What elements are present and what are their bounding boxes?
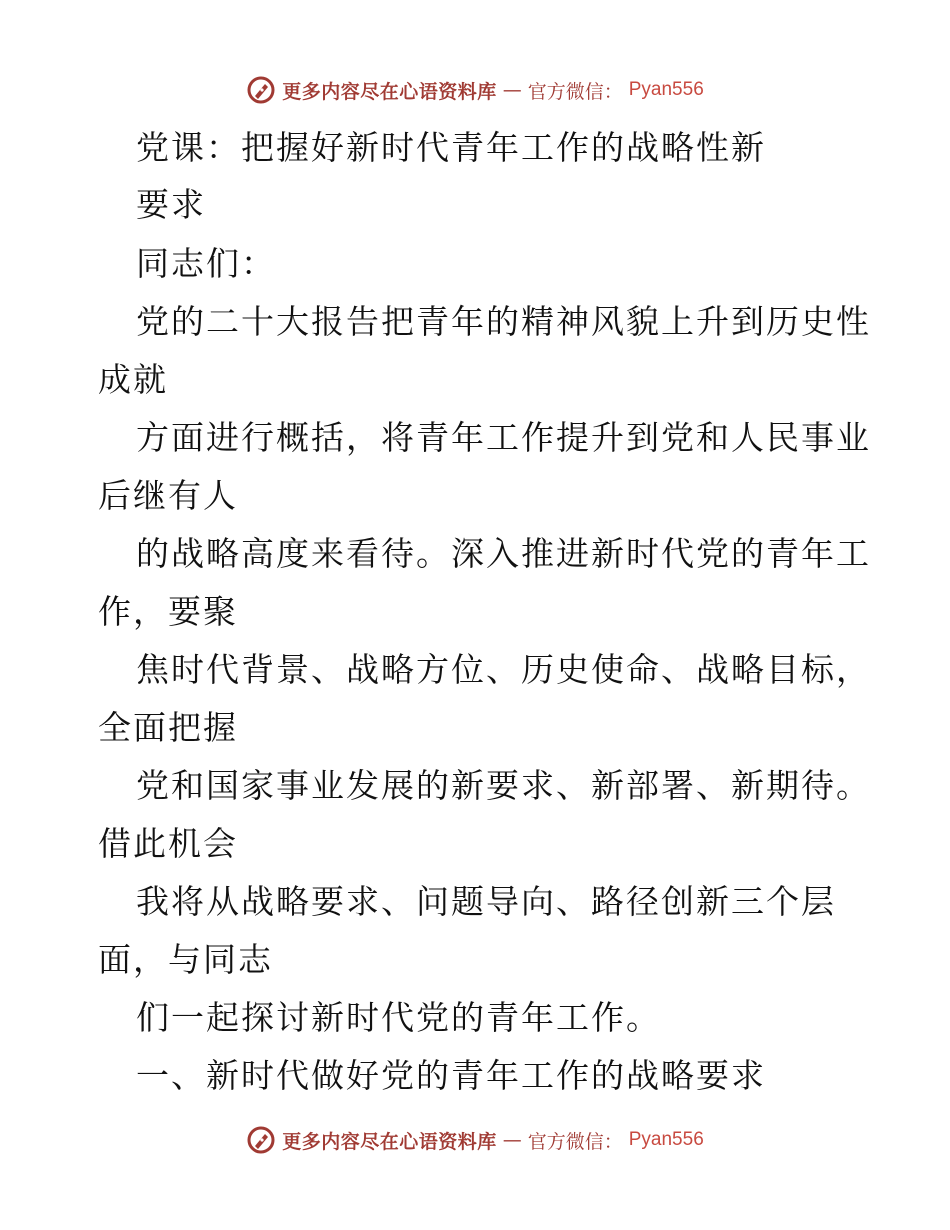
footer-separator: — [502, 1129, 522, 1151]
doc-paragraph-line: 方面进行概括，将青年工作提升到党和人民事业 [136, 418, 871, 457]
doc-paragraph-line: 面，与同志 [98, 940, 273, 979]
header-separator: — [502, 79, 522, 101]
header-wechat-id: Pyan556 [628, 79, 704, 100]
doc-paragraph-line: 们一起探讨新时代党的青年工作。 [136, 998, 661, 1037]
doc-paragraph-line: 焦时代背景、战略方位、历史使命、战略目标， [136, 650, 871, 689]
footer-wechat-id: Pyan556 [628, 1129, 704, 1150]
pen-nib-logo-icon [246, 75, 276, 105]
doc-title-line: 要求 [136, 185, 206, 224]
doc-paragraph-line: 我将从战略要求、问题导向、路径创新三个层 [136, 882, 836, 921]
doc-paragraph-line: 成就 [98, 360, 168, 399]
doc-paragraph-line: 同志们： [136, 244, 276, 283]
footer-site-text: 更多内容尽在心语资料库 [282, 1130, 497, 1153]
doc-paragraph-line: 党的二十大报告把青年的精神风貌上升到历史性 [136, 302, 871, 341]
footer-wechat-label: 官方微信： [527, 1130, 623, 1153]
doc-section-heading: 一、新时代做好党的青年工作的战略要求 [136, 1056, 766, 1095]
header-wechat-label: 官方微信： [527, 80, 623, 103]
header-site-text: 更多内容尽在心语资料库 [282, 80, 497, 103]
doc-paragraph-line: 作，要聚 [98, 592, 238, 631]
pen-nib-logo-icon [246, 1125, 276, 1155]
doc-paragraph-line: 全面把握 [98, 708, 238, 747]
doc-paragraph-line: 的战略高度来看待。深入推进新时代党的青年工 [136, 534, 871, 573]
footer-banner [0, 1120, 950, 1160]
header-banner [0, 70, 950, 110]
doc-title-line: 党课：把握好新时代青年工作的战略性新 [136, 128, 766, 167]
doc-paragraph-line: 后继有人 [98, 476, 238, 515]
doc-paragraph-line: 借此机会 [98, 824, 238, 863]
doc-paragraph-line: 党和国家事业发展的新要求、新部署、新期待。 [136, 766, 871, 805]
